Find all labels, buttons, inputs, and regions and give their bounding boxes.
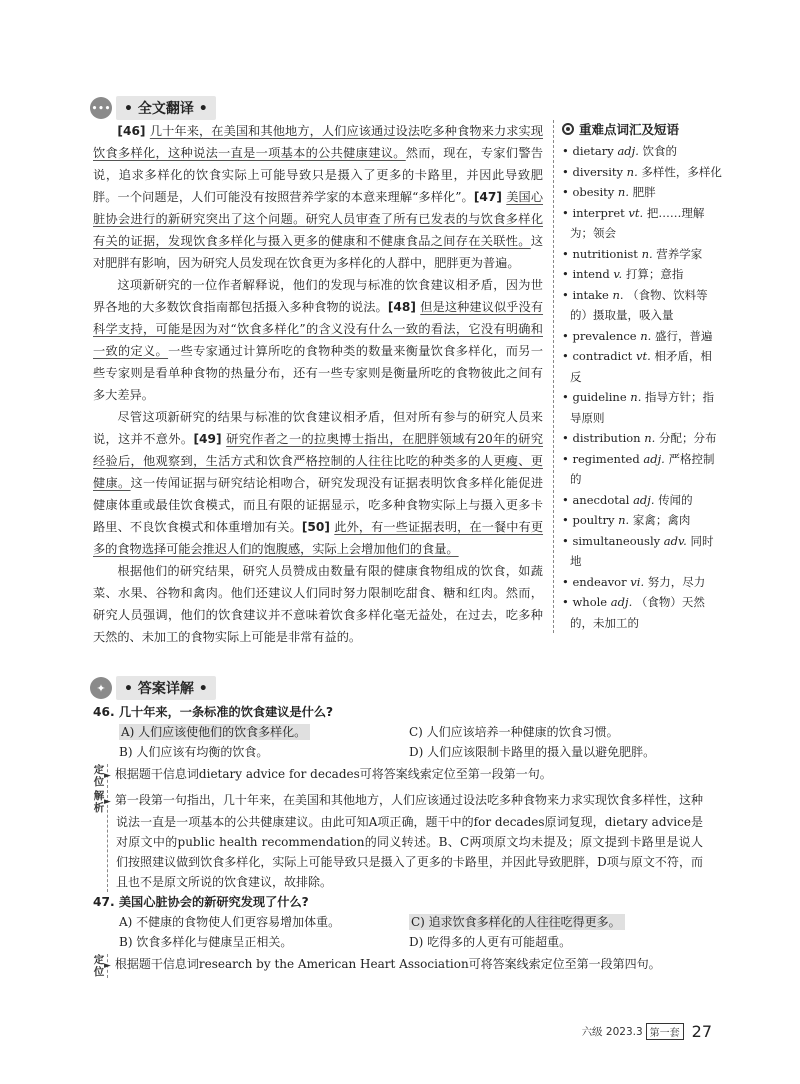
vocab-pos: n. [644,431,656,445]
vocab-pos: vt. [628,205,644,220]
vocab-meaning: 营养学家 [656,246,703,261]
vocab-meaning: 把……理解为；领会 [570,205,705,240]
locate-text: 根据题干信息词research by the American Heart Association可将答案线索定位至第一段第四句。 [114,957,661,971]
vocab-list [562,141,722,633]
option-text: B) 人们应该有均衡的饮食。 [119,745,269,759]
vocab-pos: n. [630,390,642,404]
translation-section-title: • 全文翻译 • [116,96,216,120]
translation-paragraph [93,406,543,560]
arrow-icon: ► [104,961,111,971]
lightbulb-icon: ✦ [90,677,112,699]
option-text: D) 吃得多的人更有可能超重。 [409,935,572,949]
vocab-word: anecdotal [572,492,630,507]
vocab-pos: adj. [617,144,639,158]
translation-segment: 这对肥胖有影响，因为研究人员发现在饮食更为多样化的人群中，肥胖更为普遍。 [93,234,543,270]
speech-bubble-icon: ••• [90,97,112,119]
vocab-word: prevalence [572,328,637,343]
vocab-item: • distribution n. 分配；分布 [562,431,717,445]
vocab-item: • obesity n. 肥胖 [562,185,656,199]
vocab-item: • intake n. （食物、饮料等的）摄取量，吸入量 [562,287,708,322]
analysis-text: 第一段第一句指出，几十年来，在美国和其他地方，人们应该通过设法吃多种食物来力求实现饮食多样性，这种说法一直是一项基本的公共健康建议。由此可知A项正确，题干中的for decades原词复现，dietary advice是对原文中的public health recommendation的同义转述。B、C两项原文均未提及；原文提到卡路里是说人们按照建议做到饮食多样化，实际上可能导致只是摄入了更多的卡路里，并因此导致肥胖，D项与原文不符，而且也不是原文所说的饮食建议，故排除。 [114,793,703,889]
analysis-tag: 解析 [93,790,105,814]
translation-segment: 然而，现在，专家们警告说，追求多样化的饮食实际上可能导致只是摄入了更多的卡路里，并因此导致肥胖。一个问题是，人们可能没有按照营养学家的本意来理解“多样化”。 [93,146,544,204]
locate-tag: 定位 [93,764,105,788]
magazine-issue: 六级 2023.3 [581,1026,643,1038]
vocab-meaning: 同时地 [570,533,714,568]
vocab-item: • nutritionist n. 营养学家 [562,246,703,261]
vocab-word: diversity [572,164,623,179]
locate-tag: 定位 [93,954,105,978]
translation-segment: 这项新研究的一位作者解释说，他们的发现与标准的饮食建议相矛盾，因为世界各地的大多数饮食指南都包括摄入多种食物的说法。 [93,278,543,314]
vocab-pos: vi. [630,574,645,589]
question-marker: [46] [117,124,150,138]
question-marker: [47] [473,190,507,204]
translation-segment: 一些专家通过计算所吃的食物种类的数量来衡量饮食多样化，而另一些专家则是看单种食物的热量分布，还有一些专家则是衡量所吃的食物彼此之间有多大差异。 [93,344,544,402]
vocab-pos: n. [618,513,630,527]
options-grid [93,912,703,952]
translation-segment: 此外，有一些证据表明，在一餐中有更多的食物选择可能会推迟人们的饱腹感，实际上会增加他们的食量。 [93,520,544,556]
vocab-meaning: 相矛盾，相反 [570,349,712,384]
option-text: D) 人们应该限制卡路里的摄入量以避免肥胖。 [409,745,656,759]
answers-section-title: • 答案详解 • [116,676,216,700]
vocab-pos: vt. [635,349,651,363]
question-title: 46. 几十年来，一条标准的饮食建议是什么? [93,705,334,719]
answer-option [119,742,401,762]
vocab-pos: n. [617,185,629,199]
vocab-pos: n. [626,164,638,179]
answer-option [409,742,729,762]
vocab-word: interpret [572,205,625,220]
vocab-meaning: （食物、饮料等的）摄取量，吸入量 [570,287,708,322]
vocab-item: • anecdotal adj. 传闻的 [562,492,693,507]
vocab-word: obesity [572,185,615,199]
vocab-meaning: 打算；意指 [625,267,684,281]
vocab-meaning: 严格控制的 [570,451,715,486]
vocab-item: • prevalence n. 盛行，普遍 [562,328,713,343]
vocab-pos: adv. [663,533,687,548]
vocab-item: • whole adj. （食物）天然的，未加工的 [562,595,705,630]
translation-segment: 尽管这项新研究的结果与标准的饮食建议相矛盾，但对所有参与的研究人员来说，这并不意外。 [93,410,543,446]
vocab-item: • intend v. 打算；意指 [562,267,684,281]
target-icon [562,123,574,135]
page-number: 27 [691,1022,712,1041]
vocab-pos: n. [641,246,653,261]
vocab-word: poultry [572,513,615,527]
answer-option [119,932,401,952]
vocab-item: • poultry n. 家禽；禽肉 [562,513,691,527]
translation-segment: 根据他们的研究结果，研究人员赞成由数量有限的健康食物组成的饮食，如蔬菜、水果、谷物和禽肉。他们还建议人们同时努力限制吃甜食、糖和红肉。然而，研究人员强调，他们的饮食建议并不意味着饮食多样化毫无益处，在过去，吃多种天然的、未加工的食物实际上可能是非常有益的。 [93,564,543,644]
vocab-item: • diversity n. 多样性，多样化 [562,164,722,179]
question-marker: [49] [193,432,227,446]
vocab-sidebar [553,120,722,633]
locate-note [93,954,703,978]
vocab-meaning: 传闻的 [658,492,693,507]
question-marker: [48] [387,300,421,314]
translation-paragraph [93,560,543,648]
vocab-pos: n. [612,287,624,302]
vocab-pos: n. [640,328,652,343]
vocab-word: guideline [572,390,627,404]
vocab-meaning: 指导方针；指导原则 [570,390,715,425]
vocab-item: • endeavor vi. 努力，尽力 [562,574,706,589]
vocab-title: 重难点词汇及短语 [579,122,680,137]
page-footer [582,1022,712,1041]
translation-segment: 但是这种建议似乎没有科学支持，可能是因为对“饮食多样化”的含义没有什么一致的看法，它没有明确和一致的定义。 [93,300,544,358]
vocab-item: • dietary adj. 饮食的 [562,144,678,158]
answer-option [409,722,729,742]
translation-segment: 研究人员审查了所有已发表的与饮食多样化有关的证据，发现饮食多样化与摄入更多的健康和不健康食品之间存在关联性。 [93,212,544,248]
vocab-word: endeavor [572,574,627,589]
translation-paragraph [93,274,543,406]
vocab-pos: adj. [633,492,655,507]
vocab-meaning: 家禽；禽肉 [632,513,691,527]
answers-section-header [90,676,216,700]
vocab-meaning: 盛行，普遍 [654,328,713,343]
vocab-word: intake [572,287,609,302]
vocab-word: distribution [572,431,641,445]
vocab-meaning: 分配；分布 [658,431,717,445]
option-text: B) 饮食多样化与健康呈正相关。 [119,935,293,949]
translation-paragraph [93,120,543,274]
vocab-meaning: 饮食的 [642,144,678,158]
question-title: 47. 美国心脏协会的新研究发现了什么? [93,895,309,909]
vocab-item: • regimented adj. 严格控制的 [562,451,715,486]
locate-note [93,764,703,788]
vocab-item: • interpret vt. 把……理解为；领会 [562,205,705,240]
option-text: A) 人们应该使他们的饮食多样化。 [119,724,310,740]
option-text: A) 不健康的食物使人们更容易增加体重。 [119,915,341,929]
locate-text: 根据题干信息词dietary advice for decades可将答案线索定位至第一段第一句。 [114,767,552,781]
vocab-word: simultaneously [572,533,661,548]
answers-content [93,702,703,978]
option-text: C) 人们应该培养一种健康的饮食习惯。 [409,725,619,739]
vocab-item: • simultaneously adv. 同时地 [562,533,714,568]
vocab-meaning: 肥胖 [632,185,656,199]
vocab-word: dietary [572,144,614,158]
vocab-word: regimented [572,451,640,466]
vocab-meaning: （食物）天然的，未加工的 [570,595,705,630]
translation-text [93,120,543,648]
arrow-icon: ► [104,771,111,781]
analysis-note [93,790,703,892]
vocab-header [562,120,722,138]
vocab-word: contradict [572,349,633,363]
vocab-pos: v. [613,267,623,281]
vocab-word: nutritionist [572,246,638,261]
answer-option [409,932,729,952]
vocab-item: • guideline n. 指导方针；指导原则 [562,390,715,425]
vocab-meaning: 努力，尽力 [647,574,706,589]
translation-segment: 这一传闻证据与研究结论相吻合，研究发现没有证据表明饮食多样化能促进健康体重或最佳饮食模式，而且有限的证据显示，吃多种食物实际上与摄入更多卡路里、不良饮食模式和体重增加有关。 [93,476,544,534]
vocab-meaning: 多样性，多样化 [641,164,722,179]
translation-section-header [90,96,216,120]
vocab-item: • contradict vt. 相矛盾，相反 [562,349,712,384]
vocab-pos: adj. [643,451,665,466]
answer-option [119,912,401,932]
correct-option [409,912,729,932]
vocab-pos: adj. [610,595,633,609]
correct-option [119,722,401,742]
options-grid [93,722,703,762]
option-text: C) 追求饮食多样化的人往往吃得更多。 [409,914,625,930]
set-label: 第一套 [646,1023,684,1040]
translation-segment: 几十年来，在美国和其他地方，人们应该通过设法吃多种食物来力求实现饮食多样化，这种说法一直是一项基本的公共健康建议。 [93,124,544,160]
translation-segment: 美国心脏协会进行的新研究突出了这个问题。 [93,190,544,226]
arrow-icon: ► [104,797,111,807]
vocab-word: intend [572,267,610,281]
vocab-word: whole [572,595,608,609]
question-marker: [50] [301,520,335,534]
translation-segment: 研究作者之一的拉奥博士指出，在肥胖领域有20年的研究经验后，他观察到，生活方式和饮食严格控制的人往往比吃的种类多的人更瘦、更健康。 [93,432,544,490]
